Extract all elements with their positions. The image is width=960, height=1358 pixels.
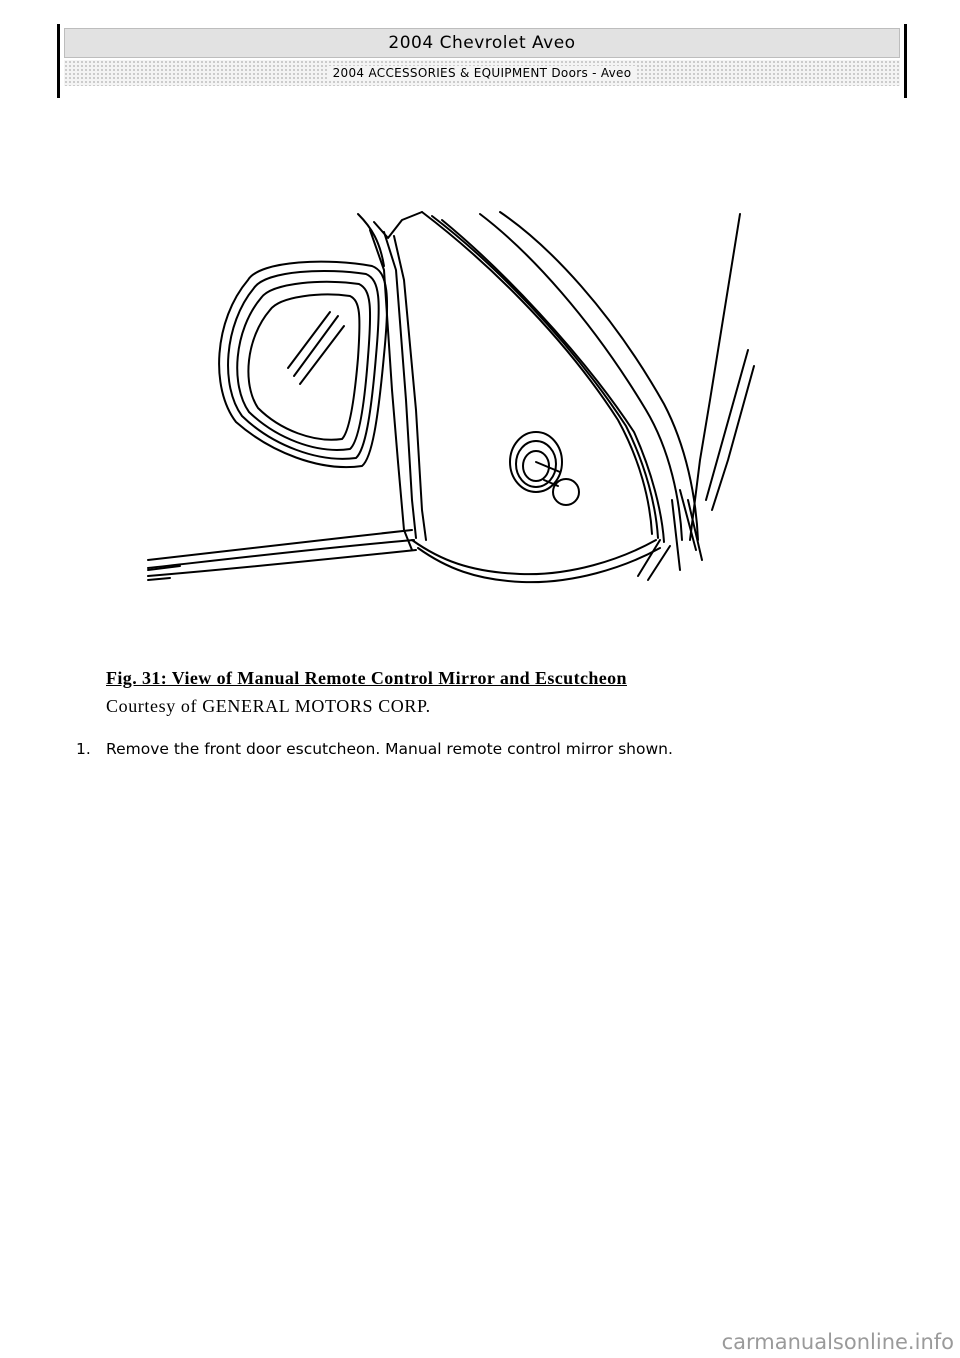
page-header: [57, 24, 907, 98]
mirror-ring-2: [228, 271, 379, 459]
header-title: 2004 Chevrolet Aveo: [64, 28, 900, 58]
escutcheon-outline: [422, 212, 652, 534]
mirror-escutcheon-illustration: [140, 200, 760, 600]
watermark: carmanualsonline.info: [721, 1330, 954, 1354]
mirror-inner-outline: [248, 295, 359, 440]
step-text: Remove the front door escutcheon. Manual remote control mirror shown.: [106, 740, 673, 758]
header-subtitle-text: 2004 ACCESSORIES & EQUIPMENT Doors - Aveo: [329, 66, 636, 80]
header-subtitle: [64, 60, 900, 86]
figure-caption: Fig. 31: View of Manual Remote Control Mirror and Escutcheon: [106, 668, 627, 688]
figure-courtesy: Courtesy of GENERAL MOTORS CORP.: [106, 696, 431, 716]
mirror-housing: [358, 212, 422, 266]
mirror-ring-3: [237, 282, 370, 450]
mirror-control-knob: [510, 432, 579, 505]
list-item: [76, 740, 673, 758]
step-number: 1.: [76, 740, 91, 758]
